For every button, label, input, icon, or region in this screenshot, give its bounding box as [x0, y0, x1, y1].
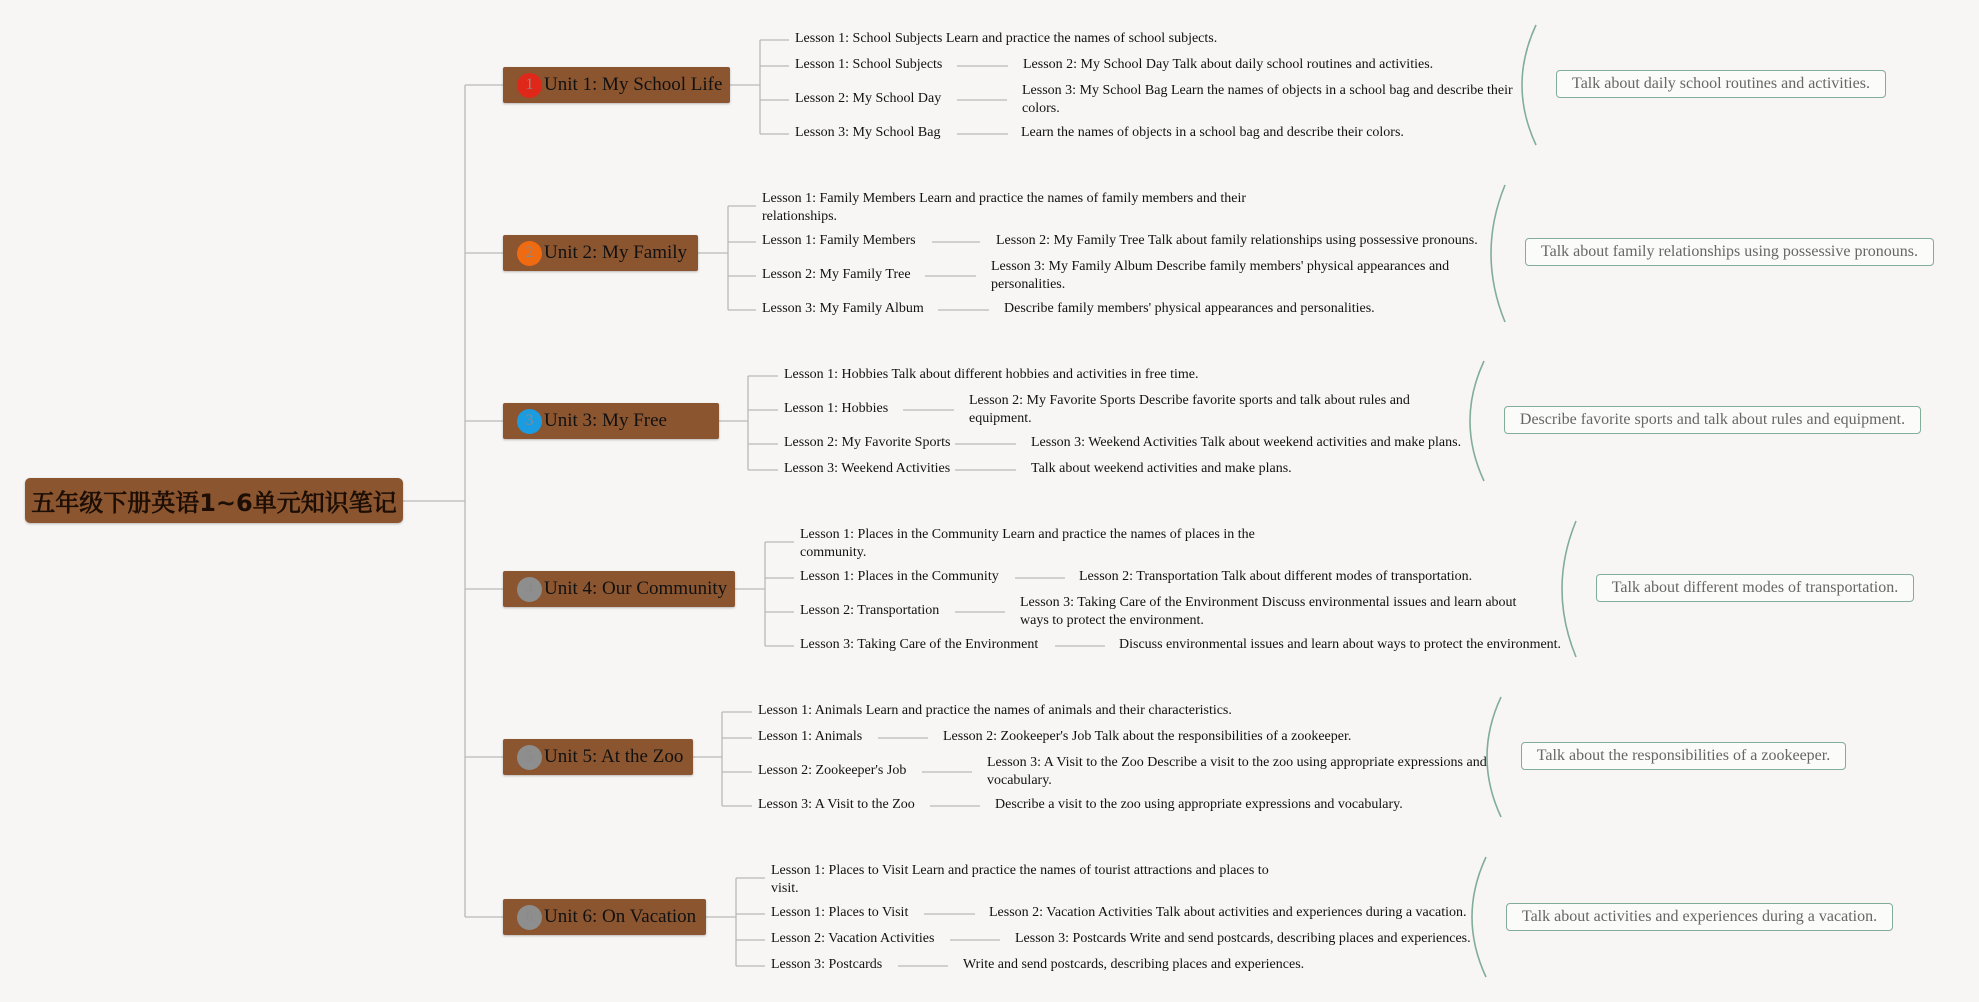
unit-5-lesson-1-desc[interactable]: Lesson 2: Zookeeper's Job Talk about the responsibilities of a zookeeper.	[943, 729, 1352, 744]
unit-6-lesson-1[interactable]: Lesson 1: Places to Visit	[771, 905, 909, 920]
unit-3-lesson-2[interactable]: Lesson 2: My Favorite Sports	[784, 435, 951, 450]
unit-4-intro[interactable]: Lesson 1: Places in the Community Learn and practice the names of places in the community.	[800, 527, 1255, 560]
unit-3-summary[interactable]: Describe favorite sports and talk about rules and equipment.	[1504, 406, 1921, 434]
unit-1-lesson-1-desc[interactable]: Lesson 2: My School Day Talk about daily school routines and activities.	[1023, 57, 1434, 72]
unit-3-lesson-3-desc[interactable]: Talk about weekend activities and make plans.	[1031, 461, 1292, 476]
unit-5-badge: 5	[517, 745, 542, 770]
unit-3-lesson-3[interactable]: Lesson 3: Weekend Activities	[784, 461, 951, 476]
unit-4-topic[interactable]	[503, 571, 735, 607]
unit-2-lesson-1-desc[interactable]: Lesson 2: My Family Tree Talk about family relationships using possessive pronouns.	[996, 233, 1478, 248]
unit-5-title: Unit 5: At the Zoo	[544, 746, 684, 767]
unit-3-title: Unit 3: My Free	[544, 410, 667, 431]
unit-5-lesson-3[interactable]: Lesson 3: A Visit to the Zoo	[758, 797, 915, 812]
unit-6-badge: 6	[517, 905, 542, 930]
unit-3-topic[interactable]	[503, 403, 719, 439]
unit-2-lesson-2[interactable]: Lesson 2: My Family Tree	[762, 267, 911, 282]
unit-1-intro[interactable]: Lesson 1: School Subjects Learn and practice the names of school subjects.	[795, 31, 1218, 46]
unit-3-lesson-1-desc[interactable]: Lesson 2: My Favorite Sports Describe favorite sports and talk about rules and equipment.	[969, 393, 1410, 426]
unit-4-lesson-1-desc[interactable]: Lesson 2: Transportation Talk about different modes of transportation.	[1079, 569, 1473, 584]
unit-6-lesson-3[interactable]: Lesson 3: Postcards	[771, 957, 883, 972]
unit-4-lesson-2-desc[interactable]: Lesson 3: Taking Care of the Environment Discuss environmental issues and learn about ways to protect the environment.	[1020, 595, 1517, 628]
unit-6-lesson-3-desc[interactable]: Write and send postcards, describing places and experiences.	[963, 957, 1305, 972]
unit-4-lesson-1[interactable]: Lesson 1: Places in the Community	[800, 569, 999, 584]
unit-5-intro[interactable]: Lesson 1: Animals Learn and practice the names of animals and their characteristics.	[758, 703, 1232, 718]
unit-2-badge: 2	[517, 241, 542, 266]
unit-6-title: Unit 6: On Vacation	[544, 906, 697, 927]
unit-6-lesson-2-desc[interactable]: Lesson 3: Postcards Write and send postcards, describing places and experiences.	[1015, 931, 1471, 946]
unit-2-lesson-2-desc[interactable]: Lesson 3: My Family Album Describe family members' physical appearances and personalities.	[991, 259, 1450, 292]
unit-3-intro[interactable]: Lesson 1: Hobbies Talk about different hobbies and activities in free time.	[784, 367, 1199, 382]
unit-1-summary[interactable]: Talk about daily school routines and activities.	[1556, 70, 1886, 98]
unit-3-badge: 3	[517, 409, 542, 434]
unit-1-badge: 1	[517, 73, 542, 98]
unit-2-intro[interactable]: Lesson 1: Family Members Learn and practice the names of family members and their relationships.	[762, 191, 1247, 224]
unit-3-lesson-1[interactable]: Lesson 1: Hobbies	[784, 401, 889, 416]
unit-1-lesson-2-desc[interactable]: Lesson 3: My School Bag Learn the names of objects in a school bag and describe their colors.	[1022, 83, 1513, 116]
unit-6-summary[interactable]: Talk about activities and experiences during a vacation.	[1506, 903, 1893, 931]
unit-4-summary[interactable]: Talk about different modes of transportation.	[1596, 574, 1914, 602]
unit-6-lesson-2[interactable]: Lesson 2: Vacation Activities	[771, 931, 935, 946]
unit-5-topic[interactable]	[503, 739, 693, 775]
unit-2-topic[interactable]	[503, 235, 698, 271]
unit-1-topic[interactable]	[503, 67, 730, 103]
unit-6-bracket	[1472, 857, 1486, 977]
unit-4-lesson-3-desc[interactable]: Discuss environmental issues and learn about ways to protect the environment.	[1119, 637, 1562, 652]
unit-1-lesson-3-desc[interactable]: Learn the names of objects in a school bag and describe their colors.	[1021, 125, 1404, 140]
unit-3-lesson-2-desc[interactable]: Lesson 3: Weekend Activities Talk about weekend activities and make plans.	[1031, 435, 1462, 450]
unit-1-title: Unit 1: My School Life	[544, 74, 723, 95]
unit-1-lesson-3[interactable]: Lesson 3: My School Bag	[795, 125, 941, 140]
unit-2-title: Unit 2: My Family	[544, 242, 688, 263]
unit-2-bracket	[1491, 185, 1505, 322]
unit-5-lesson-2-desc[interactable]: Lesson 3: A Visit to the Zoo Describe a visit to the zoo using appropriate expressions and vocabulary.	[987, 755, 1487, 788]
unit-3-bracket	[1470, 361, 1484, 481]
unit-5-lesson-3-desc[interactable]: Describe a visit to the zoo using appropriate expressions and vocabulary.	[995, 797, 1403, 812]
unit-4-badge: 4	[517, 577, 542, 602]
unit-6-intro[interactable]: Lesson 1: Places to Visit Learn and practice the names of tourist attractions and places to visit.	[771, 863, 1269, 896]
root-topic[interactable]: 五年级下册英语1~6单元知识笔记	[25, 478, 403, 523]
unit-4-bracket	[1562, 521, 1576, 657]
unit-4-lesson-2[interactable]: Lesson 2: Transportation	[800, 603, 940, 618]
unit-2-lesson-3[interactable]: Lesson 3: My Family Album	[762, 301, 924, 316]
unit-6-topic[interactable]	[503, 899, 706, 935]
unit-1-lesson-2[interactable]: Lesson 2: My School Day	[795, 91, 942, 106]
unit-4-title: Unit 4: Our Community	[544, 578, 728, 599]
unit-2-lesson-1[interactable]: Lesson 1: Family Members	[762, 233, 916, 248]
unit-5-summary[interactable]: Talk about the responsibilities of a zookeeper.	[1521, 742, 1846, 770]
unit-4-lesson-3[interactable]: Lesson 3: Taking Care of the Environment	[800, 637, 1039, 652]
unit-2-summary[interactable]: Talk about family relationships using possessive pronouns.	[1525, 238, 1934, 266]
unit-6-lesson-1-desc[interactable]: Lesson 2: Vacation Activities Talk about activities and experiences during a vacation.	[989, 905, 1467, 920]
unit-5-lesson-2[interactable]: Lesson 2: Zookeeper's Job	[758, 763, 907, 778]
unit-5-lesson-1[interactable]: Lesson 1: Animals	[758, 729, 863, 744]
unit-1-lesson-1[interactable]: Lesson 1: School Subjects	[795, 57, 943, 72]
unit-2-lesson-3-desc[interactable]: Describe family members' physical appearances and personalities.	[1004, 301, 1375, 316]
